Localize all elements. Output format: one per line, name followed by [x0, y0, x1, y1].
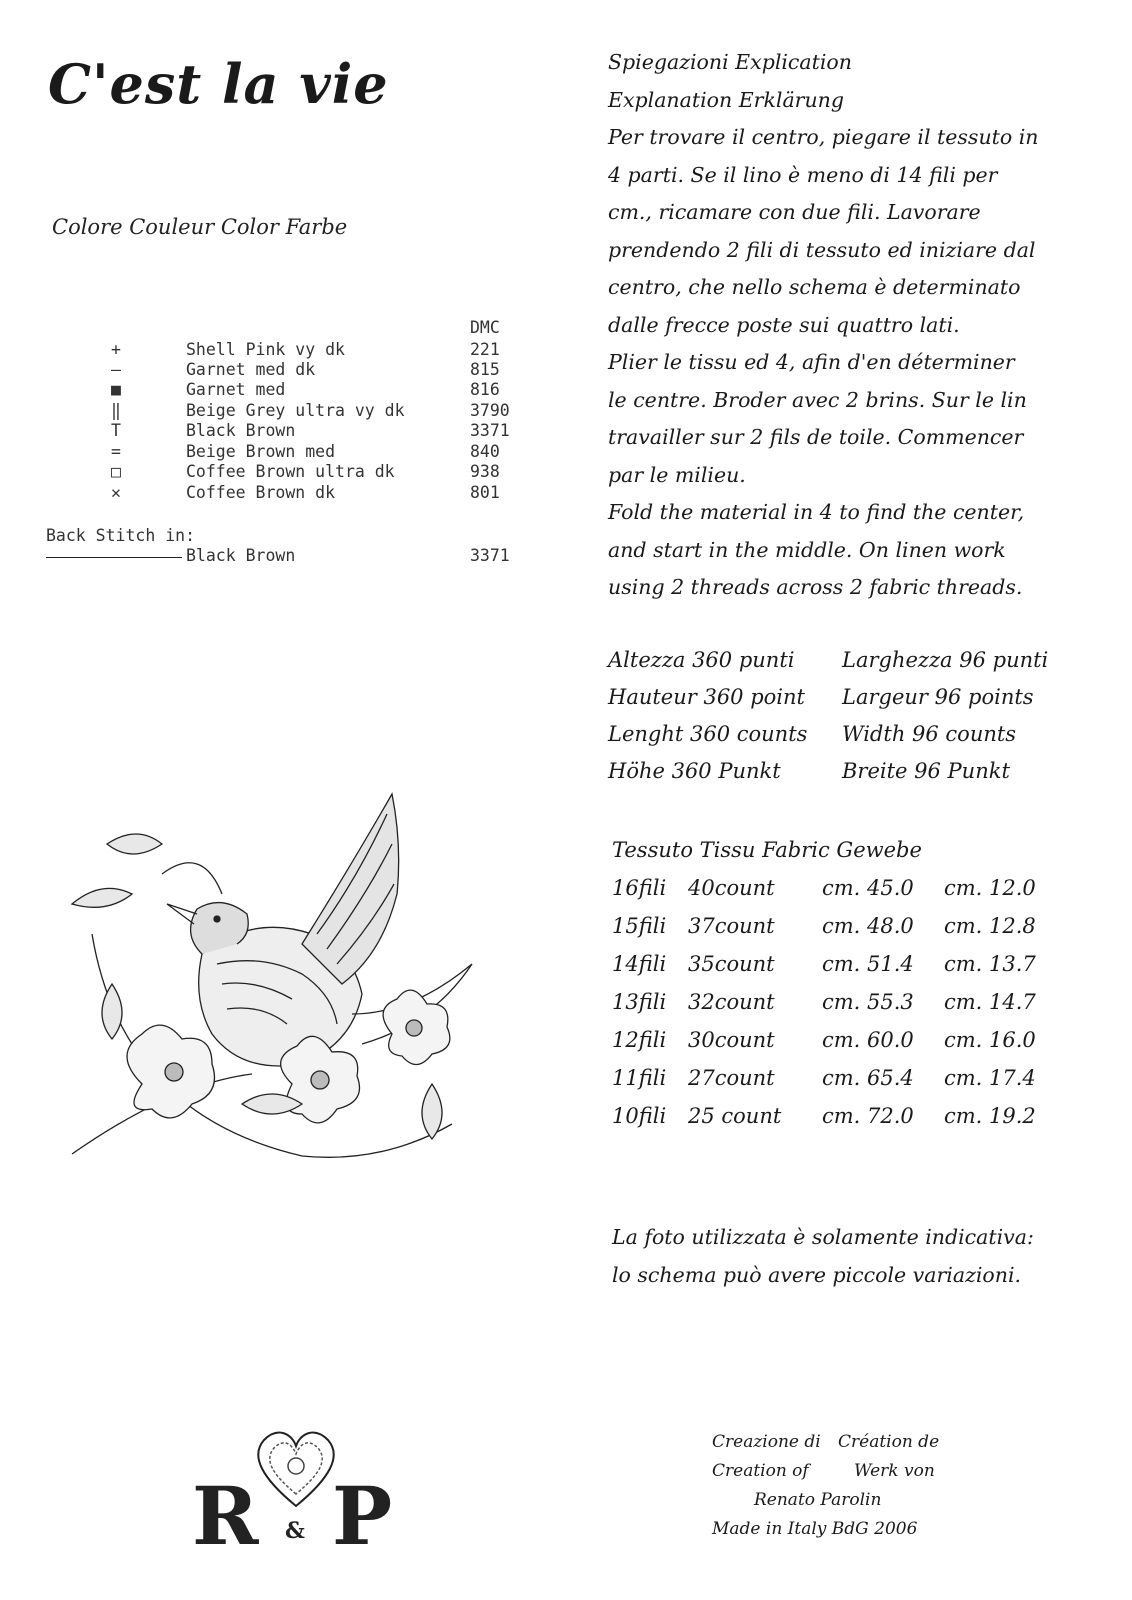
- table-row: [608, 876, 1108, 912]
- explanation-line: Fold the material in 4 to find the center,: [608, 500, 1025, 524]
- height-label: Lenght 360 counts: [608, 722, 808, 746]
- dmc-code: 3371: [470, 421, 510, 440]
- credit-text: Création de: [838, 1432, 940, 1452]
- count-cell: 25 count: [688, 1104, 782, 1128]
- note-line: La foto utilizzata è solamente indicativa:: [612, 1225, 1034, 1249]
- fili-cell: 11fili: [612, 1066, 667, 1090]
- legend-row: [0, 483, 560, 503]
- fili-cell: 13fili: [612, 990, 667, 1014]
- height-cm-cell: cm. 51.4: [822, 952, 914, 976]
- dimension-row: [608, 722, 1108, 758]
- height-cm-cell: cm. 65.4: [822, 1066, 914, 1090]
- table-row: [608, 990, 1108, 1026]
- dmc-code: 840: [470, 442, 500, 461]
- thread-name: Garnet med dk: [186, 360, 316, 379]
- credit-text: Werk von: [854, 1461, 935, 1481]
- table-row: [608, 1066, 1108, 1102]
- backstitch-label: Back Stitch in:: [46, 526, 196, 545]
- explanation-line: and start in the middle. On linen work: [608, 537, 1006, 562]
- color-heading: Colore Couleur Color Farbe: [52, 215, 348, 239]
- width-label: Width 96 counts: [842, 722, 1017, 746]
- table-row: [608, 1104, 1108, 1140]
- dmc-code: 3790: [470, 401, 510, 420]
- stitch-symbol-icon: ‖: [111, 401, 121, 420]
- dmc-code: 815: [470, 360, 500, 379]
- height-cm-cell: cm. 60.0: [822, 1028, 914, 1052]
- thread-name: Garnet med: [186, 380, 286, 399]
- backstitch-thread-name: Black Brown: [186, 546, 296, 565]
- stitch-symbol-icon: =: [111, 442, 121, 461]
- height-cm-cell: cm. 55.3: [822, 990, 914, 1014]
- fili-cell: 12fili: [612, 1028, 667, 1052]
- rp-logo: [192, 1416, 402, 1560]
- width-cm-cell: cm. 12.8: [944, 914, 1036, 938]
- explanation-line: Explanation Erklärung: [608, 87, 845, 112]
- dmc-column-header: DMC: [470, 318, 500, 337]
- dimension-row: [608, 685, 1108, 721]
- dimension-row: [608, 759, 1108, 795]
- credit-author: Renato Parolin: [754, 1490, 882, 1510]
- thread-name: Coffee Brown ultra dk: [186, 462, 395, 481]
- backstitch-line-icon: [46, 557, 182, 558]
- thread-name: Beige Brown med: [186, 442, 336, 461]
- svg-text:P: P: [332, 1469, 393, 1556]
- height-label: Hauteur 360 point: [608, 685, 805, 709]
- thread-name: Beige Grey ultra vy dk: [186, 401, 405, 420]
- count-cell: 40count: [688, 876, 775, 900]
- height-cm-cell: cm. 72.0: [822, 1104, 914, 1128]
- legend-row: [0, 360, 560, 380]
- stitch-symbol-icon: □: [111, 462, 121, 481]
- dmc-code: 938: [470, 462, 500, 481]
- credit-text: Creazione di: [712, 1432, 821, 1452]
- bird-flowers-illustration-icon: [52, 784, 482, 1164]
- width-cm-cell: cm. 19.2: [944, 1104, 1036, 1128]
- thread-name: Shell Pink vy dk: [186, 340, 345, 359]
- count-cell: 32count: [688, 990, 775, 1014]
- heart-logo-icon: [192, 1416, 402, 1556]
- thread-name: Black Brown: [186, 421, 296, 440]
- explanation-line: 4 parti. Se il lino è meno di 14 fili per: [608, 162, 998, 187]
- fili-cell: 15fili: [612, 914, 667, 938]
- explanation-line: cm., ricamare con due fili. Lavorare: [608, 200, 981, 224]
- legend-row: [0, 401, 560, 421]
- explanation-line: centro, che nello schema è determinato: [608, 275, 1021, 299]
- explanation-line: Plier le tissu ed 4, afin d'en déterminer: [608, 350, 1015, 374]
- svg-text:&: &: [285, 1518, 305, 1544]
- explanation-text: [608, 44, 1118, 607]
- fili-cell: 10fili: [612, 1104, 667, 1128]
- fili-cell: 16fili: [612, 876, 667, 900]
- width-cm-cell: cm. 17.4: [944, 1066, 1036, 1090]
- table-row: [608, 1028, 1108, 1064]
- explanation-line: prendendo 2 fili di tessuto ed iniziare dal: [608, 237, 1036, 262]
- backstitch-dmc-code: 3371: [470, 546, 510, 565]
- fabric-title: Tessuto Tissu Fabric Gewebe: [612, 838, 922, 862]
- stitch-symbol-icon: T: [111, 421, 121, 440]
- explanation-line: Per trovare il centro, piegare il tessuto in: [608, 125, 1039, 149]
- legend-row: [0, 462, 560, 482]
- legend-row: [0, 340, 560, 360]
- explanation-line: travailler sur 2 fils de toile. Commencer: [608, 425, 1024, 449]
- height-cm-cell: cm. 45.0: [822, 876, 914, 900]
- stitch-symbol-icon: —: [111, 360, 121, 379]
- table-row: [608, 952, 1108, 988]
- stitch-symbol-icon: +: [111, 340, 121, 359]
- explanation-line: par le milieu.: [608, 462, 746, 487]
- thread-name: Coffee Brown dk: [186, 483, 336, 502]
- svg-text:R: R: [192, 1469, 259, 1556]
- fili-cell: 14fili: [612, 952, 667, 976]
- table-row: [608, 914, 1108, 950]
- width-label: Larghezza 96 punti: [842, 648, 1049, 672]
- dmc-code: 816: [470, 380, 500, 399]
- credit-text: Creation of: [712, 1461, 809, 1481]
- height-cm-cell: cm. 48.0: [822, 914, 914, 938]
- stitch-symbol-icon: ■: [111, 380, 121, 399]
- width-label: Breite 96 Punkt: [842, 759, 1010, 783]
- width-label: Largeur 96 points: [842, 685, 1034, 709]
- height-label: Altezza 360 punti: [608, 648, 795, 672]
- width-cm-cell: cm. 16.0: [944, 1028, 1036, 1052]
- page-title: C'est la vie: [48, 52, 389, 116]
- explanation-line: le centre. Broder avec 2 brins. Sur le lin: [608, 387, 1027, 412]
- legend-row: [0, 442, 560, 462]
- width-cm-cell: cm. 12.0: [944, 876, 1036, 900]
- credit-text: Made in Italy BdG 2006: [712, 1519, 918, 1539]
- explanation-line: dalle frecce poste sui quattro lati.: [608, 312, 960, 337]
- dimension-row: [608, 648, 1108, 684]
- disclaimer-note: [612, 1218, 1092, 1294]
- width-cm-cell: cm. 14.7: [944, 990, 1036, 1014]
- count-cell: 30count: [688, 1028, 775, 1052]
- note-line: lo schema può avere piccole variazioni.: [612, 1263, 1022, 1287]
- legend-row: [0, 421, 560, 441]
- count-cell: 27count: [688, 1066, 775, 1090]
- height-label: Höhe 360 Punkt: [608, 759, 781, 783]
- width-cm-cell: cm. 13.7: [944, 952, 1036, 976]
- dmc-code: 221: [470, 340, 500, 359]
- explanation-line: using 2 threads across 2 fabric threads.: [608, 575, 1023, 599]
- count-cell: 37count: [688, 914, 775, 938]
- dmc-code: 801: [470, 483, 500, 502]
- stitch-symbol-icon: ✕: [111, 483, 121, 502]
- explanation-line: Spiegazioni Explication: [608, 50, 852, 74]
- legend-row: [0, 380, 560, 400]
- count-cell: 35count: [688, 952, 775, 976]
